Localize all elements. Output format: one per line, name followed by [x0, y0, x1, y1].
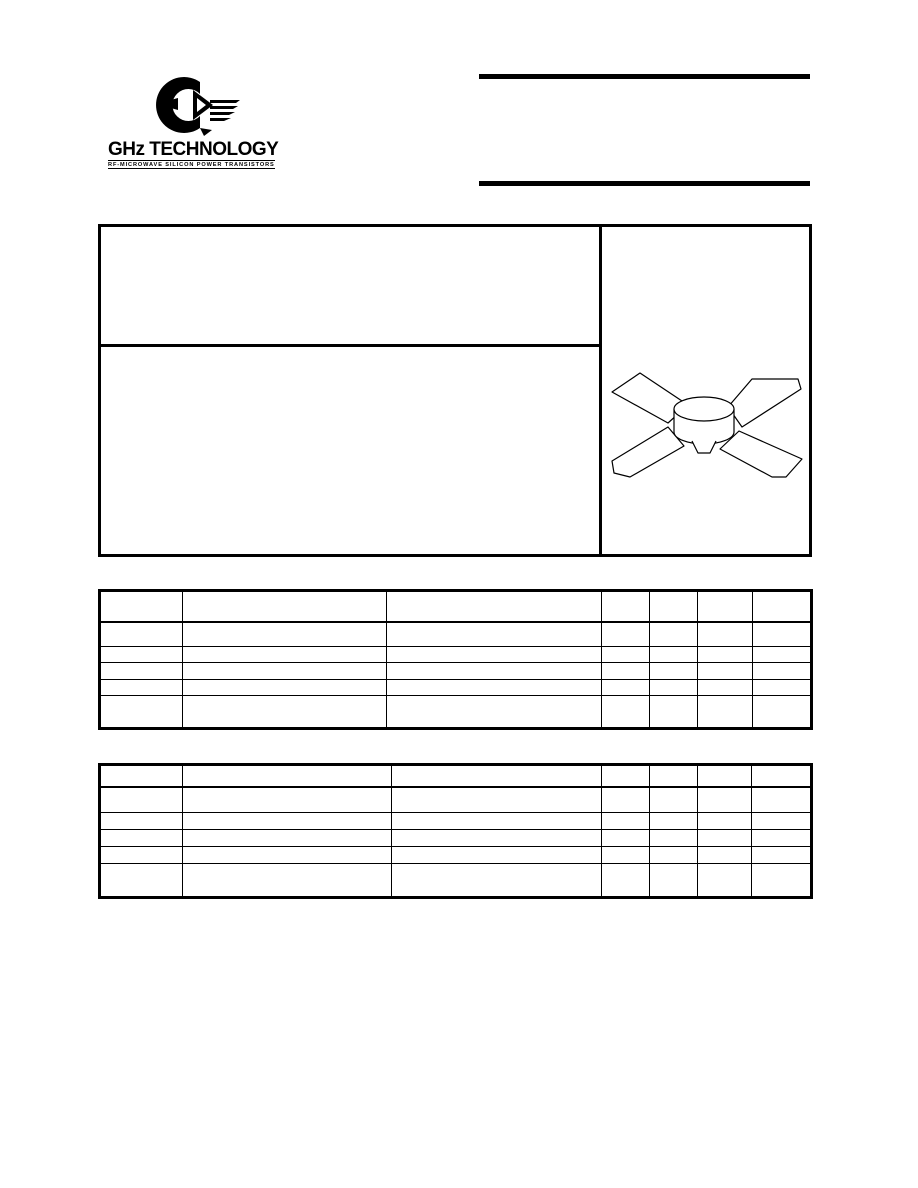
table-cell: [387, 663, 602, 679]
description-body-panel: [101, 347, 599, 554]
table-cell: [753, 646, 812, 662]
table-cell: [698, 663, 753, 679]
table-cell: [650, 846, 698, 863]
table-cell: [650, 863, 698, 897]
table-row: [100, 696, 812, 729]
table-cell: [650, 829, 698, 846]
table-cell: [183, 787, 392, 813]
table-cell: [752, 829, 812, 846]
table-header-cell: [387, 591, 602, 622]
table-row: [100, 846, 812, 863]
table-cell: [650, 696, 698, 729]
table-cell: [100, 663, 183, 679]
table-cell: [100, 646, 183, 662]
table-cell: [183, 829, 392, 846]
table-cell: [392, 863, 602, 897]
table-cell: [698, 863, 752, 897]
table-row: [100, 812, 812, 829]
table-cell: [183, 679, 387, 695]
table-cell: [650, 646, 698, 662]
description-header-panel: [101, 227, 599, 347]
table-row: [100, 679, 812, 695]
table-cell: [602, 646, 650, 662]
table-row: [100, 663, 812, 679]
table-row: [100, 787, 812, 813]
table-cell: [100, 696, 183, 729]
table-cell: [602, 679, 650, 695]
table-row: [100, 829, 812, 846]
table-cell: [100, 679, 183, 695]
table-cell: [698, 696, 753, 729]
table-cell: [698, 646, 753, 662]
table-header-cell: [753, 591, 812, 622]
table-cell: [752, 787, 812, 813]
table-cell: [100, 622, 183, 647]
table-cell: [602, 863, 650, 897]
table-cell: [650, 663, 698, 679]
four-lead-flange-package-icon: [602, 227, 809, 554]
table-cell: [387, 622, 602, 647]
characteristics-table: [98, 763, 813, 899]
table-header-cell: [183, 765, 392, 787]
table-cell: [602, 787, 650, 813]
table-row: [100, 622, 812, 647]
table-header-row: [100, 765, 812, 787]
table-cell: [100, 812, 183, 829]
table-cell: [602, 663, 650, 679]
company-name: GHz TECHNOLOGY: [108, 139, 279, 160]
title-top-rule: [479, 74, 810, 79]
table-cell: [392, 787, 602, 813]
table-row: [100, 646, 812, 662]
ratings-table: [98, 589, 813, 730]
table-cell: [650, 787, 698, 813]
table-cell: [753, 679, 812, 695]
table-cell: [650, 622, 698, 647]
table-cell: [387, 696, 602, 729]
table-cell: [602, 829, 650, 846]
table-cell: [698, 846, 752, 863]
table-header-row: [100, 591, 812, 622]
table-cell: [183, 663, 387, 679]
table-cell: [392, 812, 602, 829]
company-tagline: RF-MICROWAVE SILICON POWER TRANSISTORS: [108, 162, 275, 168]
table-cell: [387, 646, 602, 662]
ghz-emblem-icon: [100, 70, 300, 140]
title-area: [479, 90, 810, 170]
table-cell: [752, 846, 812, 863]
table-header-cell: [100, 765, 183, 787]
package-panel: [602, 227, 809, 554]
table-cell: [650, 679, 698, 695]
table-header-cell: [650, 765, 698, 787]
table-header-cell: [100, 591, 183, 622]
table-cell: [753, 622, 812, 647]
table-cell: [100, 787, 183, 813]
title-bottom-rule: [479, 181, 810, 186]
table-cell: [698, 812, 752, 829]
table-row: [100, 863, 812, 897]
table-cell: [100, 863, 183, 897]
table-header-cell: [698, 591, 753, 622]
table-cell: [183, 696, 387, 729]
table-cell: [650, 812, 698, 829]
table-header-cell: [392, 765, 602, 787]
table-cell: [100, 846, 183, 863]
description-box: [98, 224, 812, 557]
table-header-cell: [650, 591, 698, 622]
table-cell: [753, 663, 812, 679]
table-cell: [392, 846, 602, 863]
table-cell: [698, 829, 752, 846]
table-cell: [602, 622, 650, 647]
table-cell: [698, 787, 752, 813]
table-cell: [183, 863, 392, 897]
table-cell: [752, 863, 812, 897]
company-logo: [100, 70, 300, 180]
table-cell: [602, 812, 650, 829]
table-cell: [387, 679, 602, 695]
table-header-cell: [602, 765, 650, 787]
table-header-cell: [698, 765, 752, 787]
table-cell: [183, 622, 387, 647]
table-cell: [183, 646, 387, 662]
table-header-cell: [752, 765, 812, 787]
table-cell: [602, 846, 650, 863]
table-cell: [602, 696, 650, 729]
table-cell: [100, 829, 183, 846]
table-header-cell: [183, 591, 387, 622]
table-cell: [183, 812, 392, 829]
table-header-cell: [602, 591, 650, 622]
table-cell: [752, 812, 812, 829]
table-cell: [183, 846, 392, 863]
table-cell: [753, 696, 812, 729]
table-cell: [392, 829, 602, 846]
table-cell: [698, 622, 753, 647]
table-cell: [698, 679, 753, 695]
